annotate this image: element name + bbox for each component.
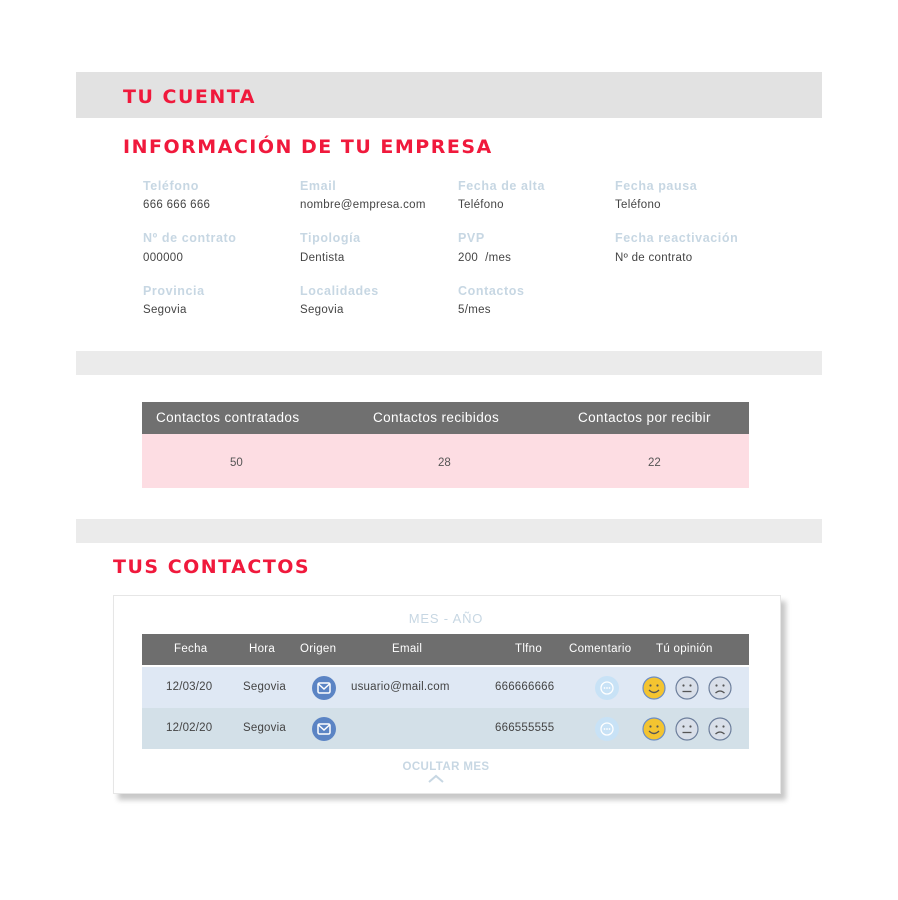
stats-header-recibidos: Contactos recibidos [373,410,500,425]
col-header-opinion: Tú opinión [656,643,713,655]
field-value-localidades: Segovia [300,304,344,316]
month-label: MES - AÑO [408,611,484,626]
contacts-section-title: TUS CONTACTOS [113,556,311,578]
field-label-telefono: Teléfono [143,179,199,193]
field-value-fecha-pausa: Teléfono [615,199,661,211]
account-title: TU CUENTA [123,86,256,108]
field-label-localidades: Localidades [300,284,379,298]
stats-value-recibidos: 28 [438,457,451,469]
col-header-tlfno: Tlfno [515,643,543,655]
hide-month-link[interactable]: OCULTAR MES [402,761,490,773]
stats-table-header [142,402,749,434]
cell-tlfno: 666666666 [495,681,555,693]
field-value-tipologia: Dentista [300,252,345,264]
field-value-contrato: 000000 [143,252,184,264]
stats-value-contratados: 50 [230,457,243,469]
field-label-fecha-reactivacion: Fecha reactivación [615,231,739,245]
field-label-tipologia: Tipología [300,231,361,245]
field-label-provincia: Provincia [143,284,205,298]
mail-icon[interactable] [312,717,336,741]
field-value-fecha-reactivacion: Nº de contrato [615,252,693,264]
stats-header-contratados: Contactos contratados [156,410,300,425]
field-label-contactos: Contactos [458,284,525,298]
stats-table-row [142,434,749,488]
chat-icon[interactable] [595,717,619,741]
field-value-telefono: 666 666 666 [143,199,211,211]
field-value-contactos: 5/mes [458,304,491,316]
cell-hora: Segovia [243,722,286,734]
cell-fecha: 12/02/20 [166,722,213,734]
field-label-email: Email [300,179,337,193]
stats-header-por-recibir: Contactos por recibir [578,410,711,425]
col-header-origen: Origen [300,643,337,655]
happy-face-icon[interactable] [642,676,666,700]
cell-tlfno: 666555555 [495,722,555,734]
field-label-pvp: PVP [458,231,485,245]
field-value-fecha-alta: Teléfono [458,199,504,211]
field-value-pvp: 200 /mes [458,252,512,264]
cell-hora: Segovia [243,681,286,693]
field-label-fecha-pausa: Fecha pausa [615,179,698,193]
section-divider [76,519,822,543]
table-row [142,667,749,708]
chevron-up-icon[interactable] [427,774,445,784]
table-row [142,708,749,749]
happy-face-icon[interactable] [642,717,666,741]
stats-value-por-recibir: 22 [648,457,661,469]
cell-fecha: 12/03/20 [166,681,213,693]
col-header-email: Email [392,643,423,655]
col-header-fecha: Fecha [174,643,208,655]
field-value-provincia: Segovia [143,304,187,316]
neutral-face-icon[interactable] [675,676,699,700]
sad-face-icon[interactable] [708,717,732,741]
contacts-table-header [142,634,749,665]
col-header-comentario: Comentario [569,643,632,655]
field-label-contrato: Nº de contrato [143,231,237,245]
chat-icon[interactable] [595,676,619,700]
section-divider [76,351,822,375]
neutral-face-icon[interactable] [675,717,699,741]
cell-email[interactable]: usuario@mail.com [351,681,450,693]
mail-icon[interactable] [312,676,336,700]
field-value-email: nombre@empresa.com [300,199,426,211]
field-label-fecha-alta: Fecha de alta [458,179,545,193]
company-section-title: INFORMACIÓN DE TU EMPRESA [123,136,493,158]
sad-face-icon[interactable] [708,676,732,700]
col-header-hora: Hora [249,643,276,655]
